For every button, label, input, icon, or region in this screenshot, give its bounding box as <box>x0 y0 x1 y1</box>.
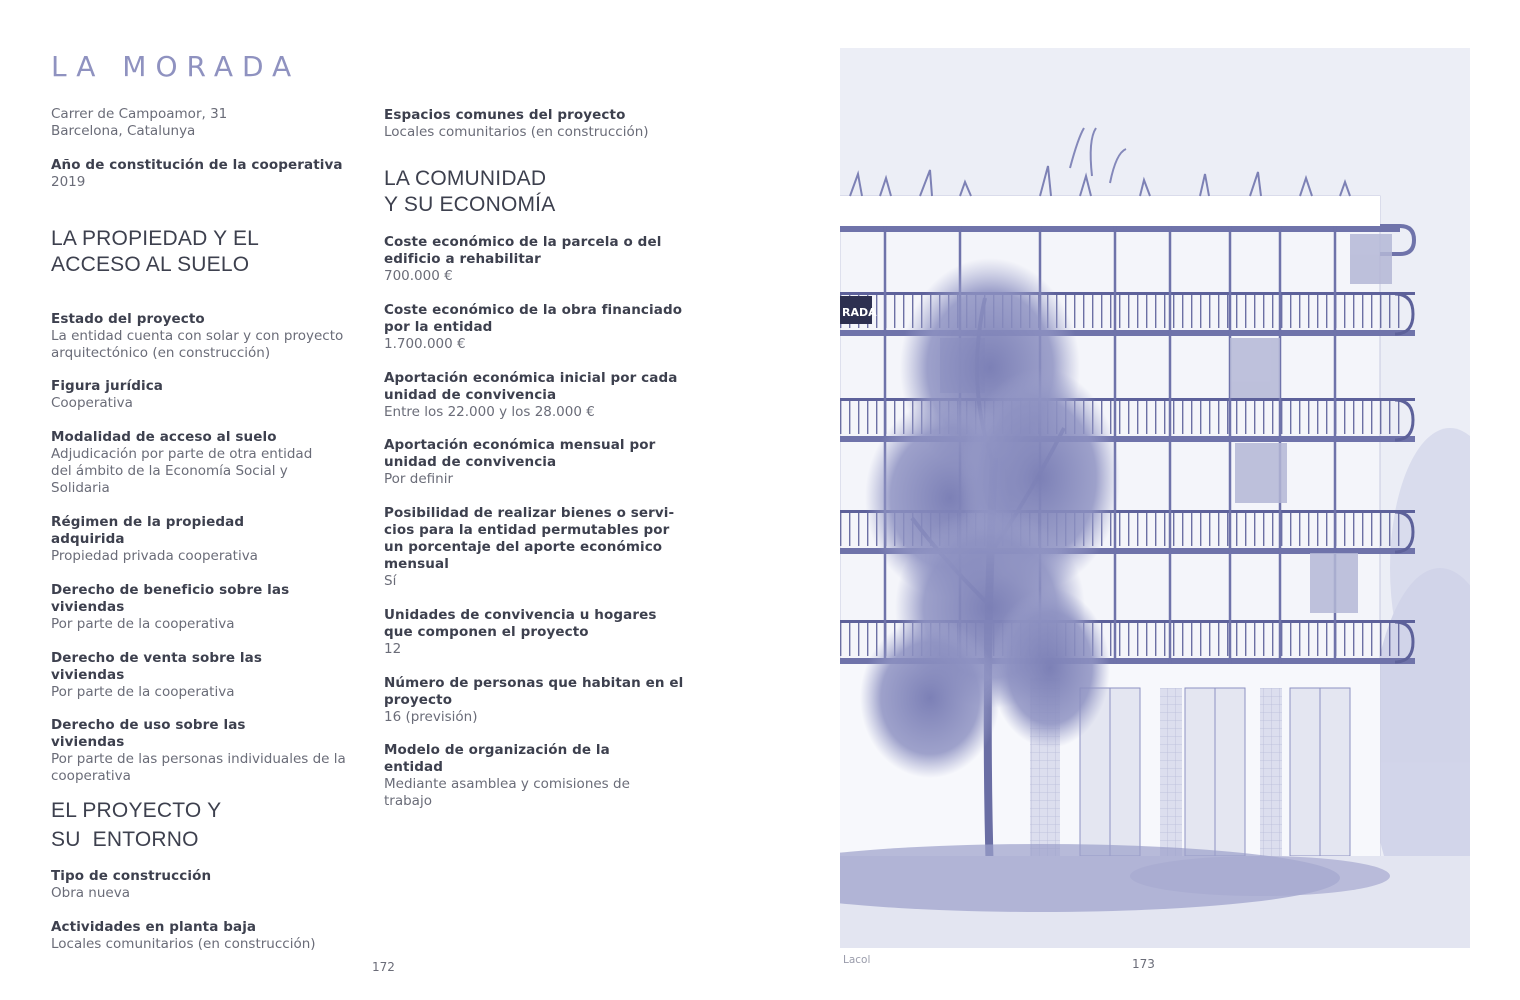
field-value: Obra nueva <box>51 885 130 901</box>
field-personas <box>384 675 689 726</box>
section-heading-line: SU ENTORNO <box>51 828 199 851</box>
field-label: Derecho de beneficio sobre las viviendas <box>51 582 290 615</box>
field-value: 12 <box>384 641 402 657</box>
section-heading-line: LA COMUNIDAD <box>384 167 547 190</box>
field-tipo <box>51 868 351 902</box>
field-label: Régimen de la propiedad adquirida <box>51 514 245 547</box>
section-heading-line: EL PROYECTO Y <box>51 799 222 822</box>
building-illustration <box>840 48 1470 948</box>
building-drawing <box>840 48 1470 948</box>
field-coste-obra <box>384 302 684 353</box>
field-label: Derecho de venta sobre las viviendas <box>51 650 262 683</box>
field-label: Espacios comunes del proyecto <box>384 107 626 123</box>
field-organizacion <box>384 742 669 810</box>
address-line-2: Barcelona, Catalunya <box>51 123 196 139</box>
section-heading-propiedad <box>51 226 259 278</box>
field-value: Entre los 22.000 y los 28.000 € <box>384 404 595 420</box>
field-label: Derecho de uso sobre las viviendas <box>51 717 246 750</box>
field-label: Modalidad de acceso al suelo <box>51 429 277 445</box>
field-label: Aportación económica mensual por unidad de convivencia <box>384 437 656 470</box>
field-value: Por parte de la cooperativa <box>51 684 235 700</box>
field-label: Actividades en planta baja <box>51 919 257 935</box>
section-heading-line: ACCESO AL SUELO <box>51 253 250 276</box>
field-actividades <box>51 919 351 953</box>
field-label: Posibilidad de realizar bienes o servi-cios para la entidad permutables por un porcentaje del aporte económico mensual <box>384 505 675 572</box>
field-value: La entidad cuenta con solar y con proyecto arquitectónico (en construcción) <box>51 328 344 361</box>
section-heading-line: LA PROPIEDAD Y EL <box>51 227 260 250</box>
field-value: 16 (previsión) <box>384 709 478 725</box>
field-value: Por parte de la cooperativa <box>51 616 235 632</box>
field-value: Por definir <box>384 471 453 487</box>
field-label: Figura jurídica <box>51 378 164 394</box>
section-heading-comunidad <box>384 166 555 218</box>
field-value: Propiedad privada cooperativa <box>51 548 258 564</box>
page-number-right: 173 <box>1132 957 1155 971</box>
field-venta <box>51 650 271 701</box>
field-value: Mediante asamblea y comisiones de trabajo <box>384 776 630 809</box>
field-permuta <box>384 505 689 590</box>
field-label: Estado del proyecto <box>51 311 205 327</box>
image-credit: Lacol <box>843 954 871 966</box>
sign-text: RADA <box>842 306 877 319</box>
address <box>51 106 351 140</box>
field-value: Locales comunitarios (en construcción) <box>384 124 649 140</box>
field-estado <box>51 311 351 362</box>
field-aportacion-mensual <box>384 437 664 488</box>
page-number-left: 172 <box>372 960 395 974</box>
field-value: Sí <box>384 573 397 589</box>
field-regimen <box>51 514 258 565</box>
field-label: Tipo de construcción <box>51 868 212 884</box>
field-unidades <box>384 607 689 658</box>
field-value: Adjudicación por parte de otra entidad del ámbito de la Economía Social y Solidaria <box>51 446 313 496</box>
page-title: LA MORADA <box>51 50 301 83</box>
field-label: Unidades de convivencia u hogares que componen el proyecto <box>384 607 657 640</box>
field-value: Cooperativa <box>51 395 133 411</box>
field-beneficio <box>51 582 301 633</box>
section-heading-proyecto <box>51 796 221 854</box>
field-label: Modelo de organización de la entidad <box>384 742 610 775</box>
field-label: Año de constitución de la cooperativa <box>51 157 343 173</box>
field-uso <box>51 717 351 785</box>
field-value: 1.700.000 € <box>384 336 466 352</box>
field-label: Coste económico de la obra financiado por la entidad <box>384 302 683 335</box>
field-value: Por parte de las personas individuales de la cooperativa <box>51 751 346 784</box>
field-label: Coste económico de la parcela o del edificio a rehabilitar <box>384 234 662 267</box>
section-heading-line: Y SU ECONOMÍA <box>384 193 556 216</box>
field-aportacion-inicial <box>384 370 684 421</box>
field-label: Aportación económica inicial por cada unidad de convivencia <box>384 370 678 403</box>
field-value: 2019 <box>51 174 86 190</box>
founded-field <box>51 157 351 191</box>
field-modalidad <box>51 429 336 497</box>
field-value: 700.000 € <box>384 268 453 284</box>
address-line-1: Carrer de Campoamor, 31 <box>51 106 228 122</box>
field-coste-parcela <box>384 234 664 285</box>
field-value: Locales comunitarios (en construcción) <box>51 936 316 952</box>
field-label: Número de personas que habitan en el proyecto <box>384 675 684 708</box>
field-figura <box>51 378 351 412</box>
field-espacios <box>384 107 684 141</box>
